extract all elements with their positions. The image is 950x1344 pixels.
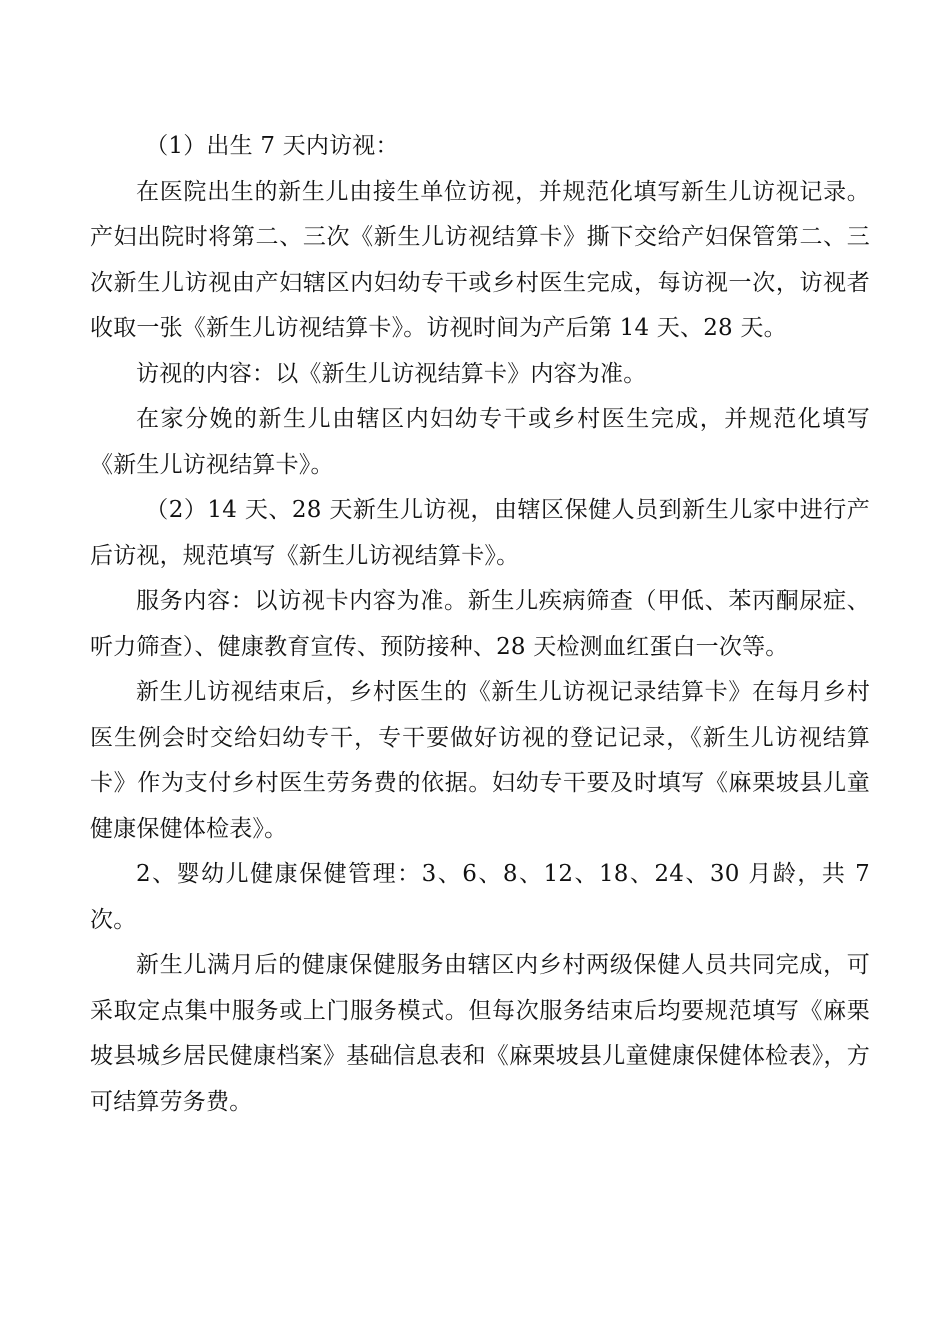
paragraph-home-birth-visit: 在家分娩的新生儿由辖区内妇幼专干或乡村医生完成，并规范化填写《新生儿访视结算卡》。: [90, 406, 870, 478]
document-body: [90, 124, 870, 1125]
paragraph-after-visit-settlement: 新生儿访视结束后，乡村医生的《新生儿访视记录结算卡》在每月乡村医生例会时交给妇幼专干，专干要做好访视的登记记录，《新生儿访视结算卡》作为支付乡村医生劳务费的依据。妇幼专干要及时填写《麻栗坡县儿童健康保健体检表》。: [90, 679, 870, 842]
paragraph-infant-health-management: 2、婴幼儿健康保健管理：3、6、8、12、18、24、30 月龄，共 7 次。: [90, 861, 870, 933]
paragraph-service-content: 服务内容：以访视卡内容为准。新生儿疾病筛查（甲低、苯丙酮尿症、听力筛查）、健康教育宣传、预防接种、28 天检测血红蛋白一次等。: [90, 588, 870, 660]
paragraph-visit-content: 访视的内容：以《新生儿访视结算卡》内容为准。: [136, 360, 647, 387]
paragraph-hospital-birth-visit: 在医院出生的新生儿由接生单位访视，并规范化填写新生儿访视记录。产妇出院时将第二、三次《新生儿访视结算卡》撕下交给产妇保管第二、三次新生儿访视由产妇辖区内妇幼专干或乡村医生完成，每访视一次，访视者收取一张《新生儿访视结算卡》。访视时间为产后第 14 天、28 天。: [90, 178, 870, 341]
paragraph-post-full-month-service: 新生儿满月后的健康保健服务由辖区内乡村两级保健人员共同完成，可采取定点集中服务或上门服务模式。但每次服务结束后均要规范填写《麻栗坡县城乡居民健康档案》基础信息表和《麻栗坡县儿童健康保健体检表》，方可结算劳务费。: [90, 952, 870, 1115]
paragraph-visit-within-7-days-heading: （1）出生 7 天内访视：: [145, 133, 399, 159]
paragraph-14-28-day-visit: （2）14 天、28 天新生儿访视，由辖区保健人员到新生儿家中进行产后访视，规范填写《新生儿访视结算卡》。: [90, 497, 870, 569]
